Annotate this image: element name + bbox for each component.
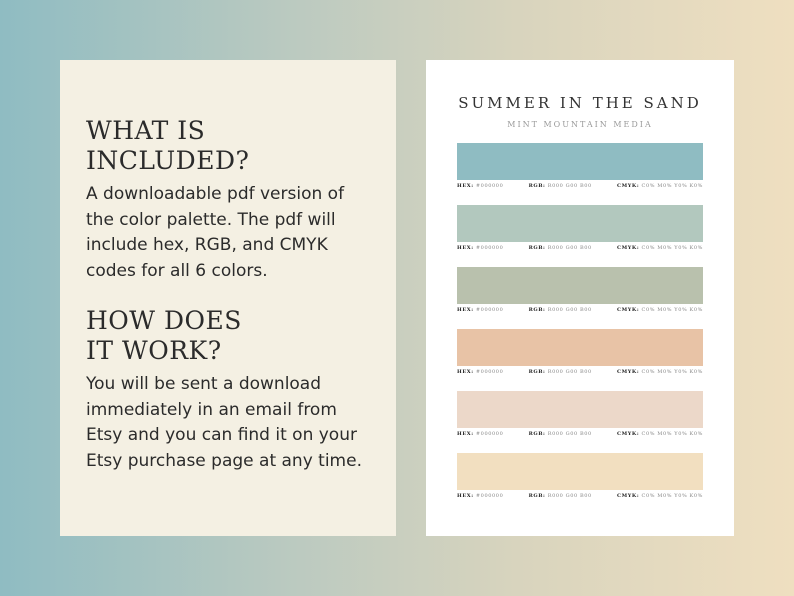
hex-code: HEX: #000000	[457, 183, 504, 189]
rgb-code: RGB: R000 G00 B00	[528, 183, 592, 189]
hex-code: HEX: #000000	[457, 431, 504, 437]
color-codes-1	[457, 180, 703, 205]
color-swatch-5	[457, 391, 703, 428]
color-row-3	[457, 267, 703, 329]
rgb-code: RGB: R000 G00 B00	[528, 431, 592, 437]
rgb-code: RGB: R000 G00 B00	[528, 369, 592, 375]
cmyk-code: CMYK: C0% M0% Y0% K0%	[617, 183, 703, 189]
cmyk-code: CMYK: C0% M0% Y0% K0%	[617, 431, 703, 437]
cmyk-code: CMYK: C0% M0% Y0% K0%	[617, 369, 703, 375]
color-row-2	[457, 205, 703, 267]
hex-code: HEX: #000000	[457, 245, 504, 251]
hex-code: HEX: #000000	[457, 307, 504, 313]
hex-code: HEX: #000000	[457, 493, 504, 499]
rgb-code: RGB: R000 G00 B00	[528, 245, 592, 251]
color-row-4	[457, 329, 703, 391]
included-description: A downloadable pdf version of the color palette. The pdf will include hex, RGB, and CMYK codes for all 6 colors.	[86, 184, 345, 281]
rgb-code: RGB: R000 G00 B00	[528, 307, 592, 313]
color-swatch-3	[457, 267, 703, 304]
hex-code: HEX: #000000	[457, 369, 504, 375]
heading-how-does-it-work: HOW DOES IT WORK?	[86, 306, 242, 365]
swatch-list	[457, 143, 703, 515]
info-card	[60, 60, 396, 536]
color-swatch-2	[457, 205, 703, 242]
color-codes-5	[457, 428, 703, 453]
color-row-6	[457, 453, 703, 515]
cmyk-code: CMYK: C0% M0% Y0% K0%	[617, 493, 703, 499]
color-swatch-4	[457, 329, 703, 366]
cmyk-code: CMYK: C0% M0% Y0% K0%	[617, 307, 703, 313]
palette-subtitle: MINT MOUNTAIN MEDIA	[507, 120, 653, 129]
heading-what-is-included: WHAT IS INCLUDED?	[86, 116, 250, 175]
color-swatch-1	[457, 143, 703, 180]
cmyk-code: CMYK: C0% M0% Y0% K0%	[617, 245, 703, 251]
color-row-5	[457, 391, 703, 453]
color-swatch-6	[457, 453, 703, 490]
color-codes-2	[457, 242, 703, 267]
color-codes-6	[457, 490, 703, 515]
color-codes-4	[457, 366, 703, 391]
palette-title: SUMMER IN THE SAND	[458, 94, 702, 112]
color-codes-3	[457, 304, 703, 329]
color-row-1	[457, 143, 703, 205]
palette-card	[426, 60, 734, 536]
rgb-code: RGB: R000 G00 B00	[528, 493, 592, 499]
how-it-works-description: You will be sent a download immediately in an email from Etsy and you can find it on your Etsy purchase page at any time.	[86, 374, 362, 471]
